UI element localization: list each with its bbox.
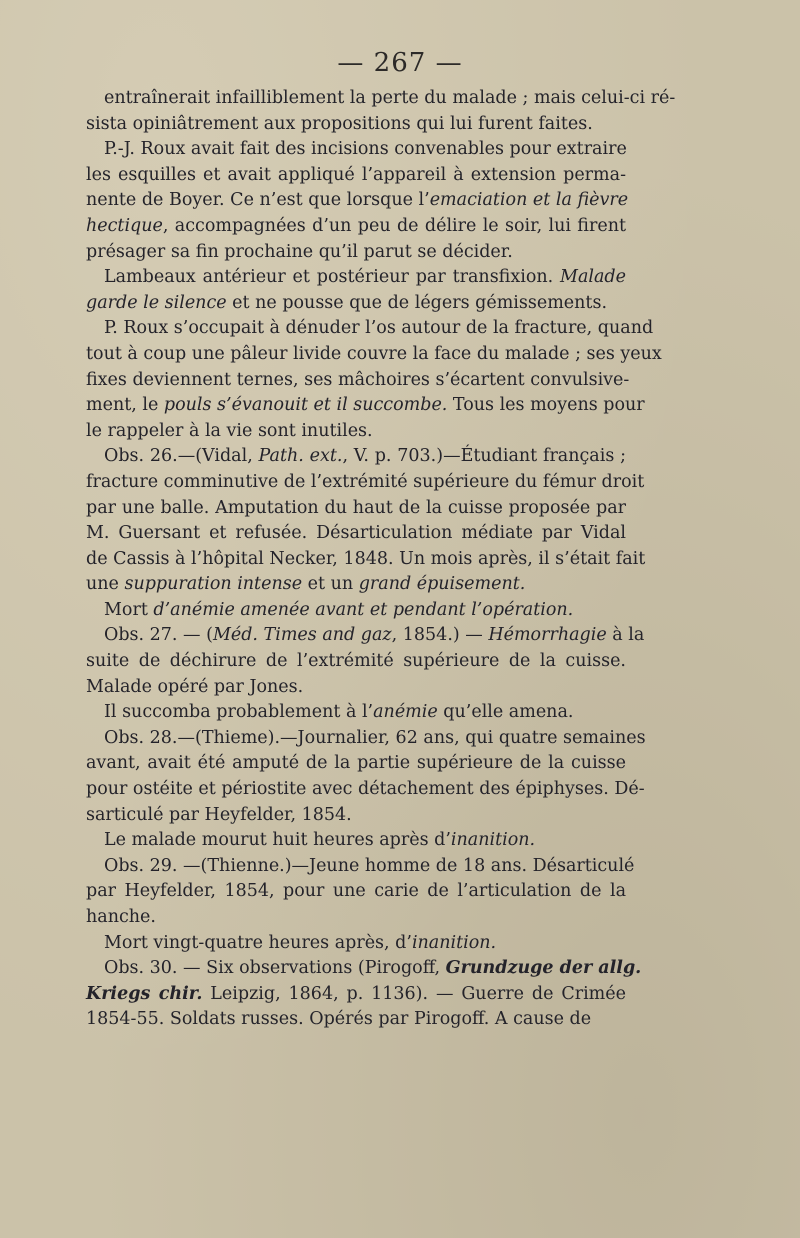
text-line bbox=[86, 982, 626, 1008]
emphasis-text: pouls s’évanouit et il succombe. bbox=[163, 395, 448, 416]
text-line bbox=[86, 137, 626, 163]
emphasis-text: Kriegs chir. bbox=[86, 983, 203, 1004]
emphasis-text: garde le silence bbox=[86, 292, 227, 313]
emphasis-text: inanition. bbox=[411, 932, 497, 953]
text-line bbox=[86, 393, 645, 419]
text-line bbox=[86, 86, 676, 112]
text-run: , accompagnées d’un peu de délire le soir, lui firent bbox=[162, 215, 626, 236]
text-run: ment, le bbox=[86, 395, 164, 416]
text-line bbox=[86, 265, 626, 291]
text-run: 1854-55. Soldats russes. Opérés par Pirogoff. A cause de bbox=[86, 1009, 592, 1030]
text-line bbox=[86, 547, 646, 573]
text-run: les esquilles et avait appliqué l’appareil à extension perma- bbox=[86, 164, 626, 185]
text-run: tout à coup une pâleur livide couvre la face du malade ; ses yeux bbox=[86, 343, 662, 364]
text-line bbox=[86, 521, 626, 547]
text-run: Malade opéré par Jones. bbox=[86, 676, 304, 697]
text-line bbox=[86, 598, 626, 624]
text-run: Tous les moyens pour bbox=[447, 395, 645, 416]
text-line bbox=[86, 316, 654, 342]
text-run: nente de Boyer. Ce n’est que lorsque l’ bbox=[86, 190, 430, 211]
emphasis-text: hectique bbox=[86, 215, 163, 236]
text-line bbox=[86, 803, 626, 829]
text-run: Obs. 29. —(Thienne.)—Jeune homme de 18 ans. Désarticulé bbox=[104, 855, 635, 876]
emphasis-text: Méd. Times and gaz bbox=[212, 625, 392, 646]
text-line bbox=[86, 572, 626, 598]
text-run: Leipzig, 1864, p. 1136). — Guerre de Crimée bbox=[202, 983, 626, 1004]
text-line bbox=[86, 777, 645, 803]
text-line bbox=[86, 444, 626, 470]
emphasis-text: Grundzuge der allg. bbox=[445, 958, 642, 979]
emphasis-text: Malade bbox=[560, 267, 626, 288]
text-run: et ne pousse que de légers gémissements. bbox=[226, 292, 608, 313]
text-line bbox=[86, 342, 662, 368]
text-run: par une balle. Amputation du haut de la cuisse proposée par bbox=[86, 497, 626, 518]
text-run: P.-J. Roux avait fait des incisions convenables pour extraire bbox=[104, 139, 627, 160]
text-line bbox=[86, 1007, 626, 1033]
emphasis-text: Hémorrhagie bbox=[488, 625, 607, 646]
text-run: Obs. 28.—(Thieme).—Journalier, 62 ans, qui quatre semaines bbox=[104, 727, 646, 748]
text-line bbox=[86, 675, 626, 701]
text-run: le rappeler à la vie sont inutiles. bbox=[86, 420, 373, 441]
text-line bbox=[86, 214, 626, 240]
text-run: une bbox=[86, 574, 125, 595]
text-run: sarticulé par Heyfelder, 1854. bbox=[86, 804, 352, 825]
emphasis-text: suppuration intense bbox=[124, 574, 303, 595]
text-run: Lambeaux antérieur et postérieur par transfixion. bbox=[104, 267, 561, 288]
text-run: avant, avait été amputé de la partie supérieure de la cuisse bbox=[86, 753, 626, 774]
text-line bbox=[86, 470, 645, 496]
emphasis-text: d’anémie amenée avant et pendant l’opération. bbox=[153, 599, 574, 620]
text-run: sista opiniâtrement aux propositions qui lui furent faites. bbox=[86, 113, 593, 134]
text-run: fracture comminutive de l’extrémité supérieure du fémur droit bbox=[86, 471, 645, 492]
text-line bbox=[86, 931, 626, 957]
text-line bbox=[86, 188, 629, 214]
text-run: P. Roux s’occupait à dénuder l’os autour de la fracture, quand bbox=[104, 318, 654, 339]
emphasis-text: grand épuisement. bbox=[358, 574, 526, 595]
text-run: pour ostéite et périostite avec détachement des épiphyses. Dé- bbox=[86, 779, 645, 800]
text-run: de Cassis à l’hôpital Necker, 1848. Un mois après, il s’était fait bbox=[86, 548, 646, 569]
text-run: par Heyfelder, 1854, pour une carie de l’articulation de la bbox=[86, 881, 626, 902]
text-line bbox=[86, 751, 626, 777]
text-run: , V. p. 703.)—Étudiant français ; bbox=[342, 446, 627, 467]
text-run: fixes deviennent ternes, ses mâchoires s’écartent convulsive- bbox=[86, 369, 630, 390]
text-run: Mort vingt-quatre heures après, d’ bbox=[104, 932, 412, 953]
text-line bbox=[86, 163, 626, 189]
text-line bbox=[86, 854, 635, 880]
body-text bbox=[86, 86, 676, 1033]
text-line bbox=[86, 726, 646, 752]
text-line bbox=[86, 905, 626, 931]
page-number: — 267 — bbox=[337, 48, 463, 78]
emphasis-text: Path. ext. bbox=[258, 446, 343, 467]
text-run: hanche. bbox=[86, 907, 156, 927]
text-line bbox=[86, 649, 626, 675]
text-line bbox=[86, 700, 626, 726]
text-run: et un bbox=[302, 574, 359, 595]
text-line bbox=[86, 112, 626, 138]
text-line bbox=[86, 419, 626, 445]
text-run: entraînerait infailliblement la perte du malade ; mais celui-ci ré- bbox=[104, 88, 676, 108]
text-line bbox=[86, 368, 630, 394]
text-line bbox=[86, 879, 626, 905]
text-run: Le malade mourut huit heures après d’ bbox=[104, 830, 451, 851]
emphasis-text: anémie bbox=[373, 702, 438, 723]
text-line bbox=[86, 956, 642, 982]
text-run: Obs. 27. — ( bbox=[104, 625, 213, 646]
text-run: Obs. 30. — Six observations (Pirogoff, bbox=[104, 958, 446, 979]
text-line bbox=[86, 496, 626, 522]
text-run: Obs. 26.—(Vidal, bbox=[104, 446, 259, 467]
emphasis-text: emaciation et la fièvre bbox=[429, 190, 629, 211]
text-line bbox=[86, 623, 645, 649]
text-run: Mort bbox=[104, 599, 154, 620]
text-line bbox=[86, 291, 626, 317]
emphasis-text: inanition. bbox=[450, 830, 536, 851]
text-run: M. Guersant et refusée. Désarticulation médiate par Vidal bbox=[86, 523, 626, 544]
text-run: qu’elle amena. bbox=[437, 702, 574, 723]
text-run: Il succomba probablement à l’ bbox=[104, 702, 374, 723]
text-run: à la bbox=[606, 625, 645, 646]
text-line bbox=[86, 240, 626, 266]
text-line bbox=[86, 828, 626, 854]
text-run: suite de déchirure de l’extrémité supérieure de la cuisse. bbox=[86, 651, 626, 672]
text-run: , 1854.) — bbox=[391, 625, 489, 646]
text-run: présager sa fin prochaine qu’il parut se décider. bbox=[86, 241, 513, 262]
